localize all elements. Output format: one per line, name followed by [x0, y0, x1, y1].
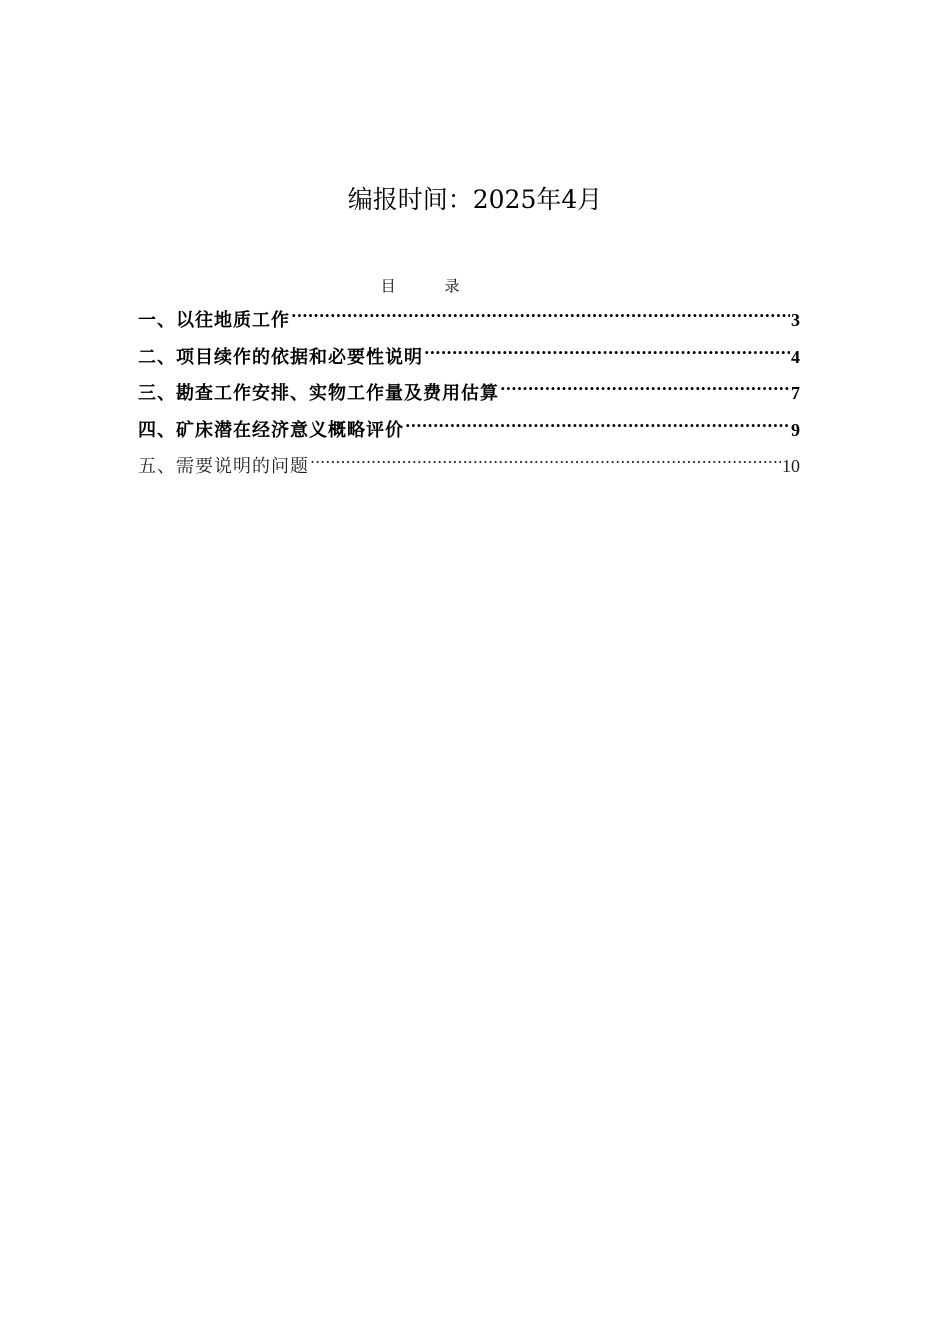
toc-dot-leader: [405, 406, 790, 436]
toc-title: [0, 274, 840, 298]
toc-entry-page: 10: [782, 456, 800, 476]
toc-entry-label: 二、项目续作的依据和必要性说明: [138, 346, 423, 368]
toc-entry-3[interactable]: [138, 369, 800, 406]
toc-entry-page: 9: [791, 419, 800, 440]
toc-entry-page: 3: [791, 310, 800, 330]
toc-title-text: 目 录: [380, 277, 460, 295]
toc-entry-label: 三、勘查工作安排、实物工作量及费用估算: [138, 383, 499, 404]
toc-entry-label: 五、需要说明的问题: [138, 456, 309, 477]
toc-dot-leader: [310, 442, 781, 472]
toc-dot-leader: [500, 369, 790, 399]
toc-entry-page: 4: [791, 346, 800, 367]
toc-entry-1[interactable]: [138, 296, 800, 333]
toc-entry-4[interactable]: [138, 406, 800, 443]
compile-date: 编报时间：2025年4月: [347, 185, 603, 214]
toc-entry-label: 一、以往地质工作: [138, 310, 290, 331]
table-of-contents: [138, 296, 800, 479]
toc-dot-leader: [424, 333, 790, 363]
toc-dot-leader: [291, 296, 790, 326]
toc-entry-page: 7: [791, 383, 800, 403]
toc-entry-5[interactable]: [138, 442, 800, 479]
toc-entry-2[interactable]: [138, 333, 800, 370]
toc-entry-label: 四、矿床潜在经济意义概略评价: [138, 419, 404, 441]
